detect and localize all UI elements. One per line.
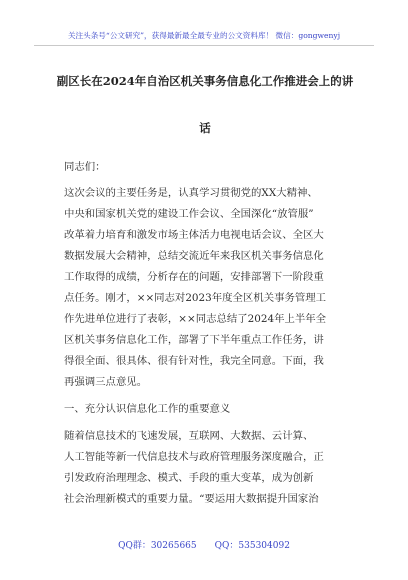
- body-line: 这次会议的主要任务是，认真学习贯彻党的XX大精神、: [64, 187, 318, 199]
- header-note: 关注头条号“公文研究”，获得最新最全最专业的公文资料库！ 微信：gongwenyj: [67, 31, 341, 40]
- body-line: 改革着力培育和激发市场主体活力电视电话会议、全区大: [64, 229, 324, 241]
- body-line: 工作取得的成绩，分析存在的问题，安排部署下一阶段重: [64, 271, 324, 283]
- body-line: 中央和国家机关党的建设工作会议、全国深化“放管服”: [64, 208, 314, 220]
- body-line: 引发政府治理理念、模式、手段的重大变革，成为创新: [64, 472, 314, 484]
- body-line: 人工智能等新一代信息技术与政府管理服务深度融合，正: [64, 451, 324, 463]
- body-line: 得很全面、很具体、很有针对性，我完全同意。下面，我: [64, 355, 324, 367]
- body-line: 再强调三点意见。: [64, 376, 148, 388]
- document-title-line-1: 副区长在2024年自治区机关事务信息化工作推进会上的讲: [56, 74, 354, 88]
- footer-contact: [0, 538, 408, 551]
- header-divider: [34, 45, 374, 46]
- section-heading: 一、充分认识信息化工作的重要意义: [64, 403, 231, 415]
- body-line: 作先进单位进行了表彰，××同志总结了2024年上半年全: [64, 313, 327, 325]
- footer-qq-group: QQ群：30265665: [118, 541, 197, 551]
- salutation: 同志们：: [64, 161, 106, 173]
- document-title-line-2: 话: [199, 121, 211, 135]
- body-line: 社会治理新模式的重要力量。“要运用大数据提升国家治: [64, 493, 319, 505]
- body-line: 随着信息技术的飞速发展，互联网、大数据、云计算、: [64, 430, 314, 442]
- body-line: 点任务。刚才，××同志对2023年度全区机关事务管理工: [64, 292, 327, 304]
- body-line: 数据发展大会精神，总结交流近年来我区机关事务信息化: [64, 250, 324, 262]
- body-line: 区机关事务信息化工作，部署了下半年重点工作任务，讲: [64, 334, 324, 346]
- footer-qq: QQ：535304092: [214, 541, 290, 551]
